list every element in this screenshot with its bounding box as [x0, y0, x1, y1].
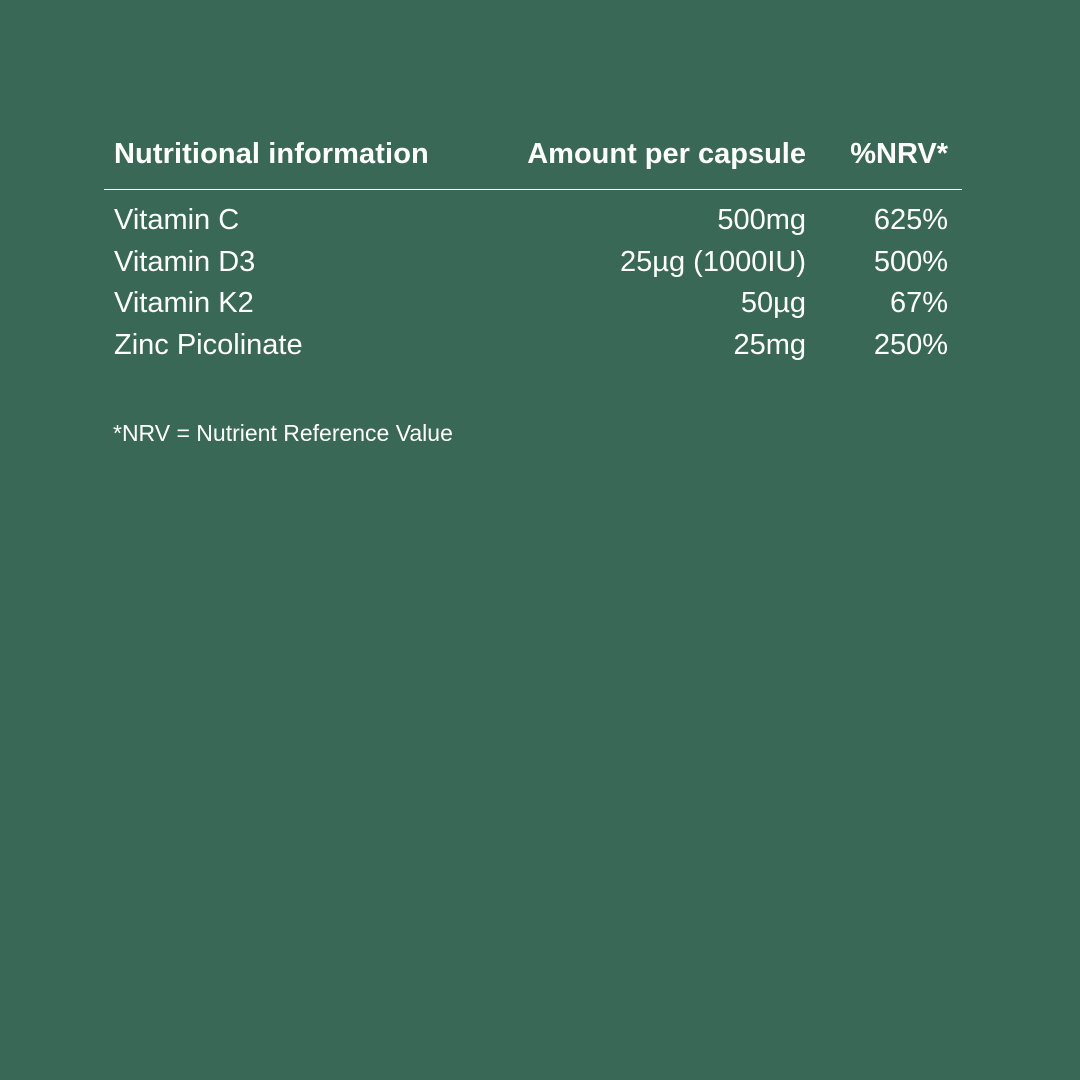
- nutrient-amount: 25mg: [733, 328, 806, 361]
- nutrient-amount: 50µg: [740, 287, 806, 319]
- table-row: [104, 329, 962, 371]
- nutrient-amount: 500mg: [717, 204, 806, 236]
- nutrient-name: Vitamin C: [114, 204, 240, 236]
- nutrient-name: Zinc Picolinate: [114, 328, 303, 361]
- nutrition-table: [104, 138, 962, 370]
- nutrient-name: Vitamin D3: [114, 245, 256, 278]
- table-header: [104, 138, 962, 190]
- nutrient-nrv: 250%: [873, 328, 948, 361]
- nutrient-nrv: 500%: [873, 245, 948, 278]
- header-nrv: %NRV*: [850, 138, 948, 170]
- nutrient-amount: 25µg (1000IU): [620, 245, 806, 278]
- table-row: [104, 287, 962, 329]
- table-body: [104, 204, 962, 370]
- nrv-footnote: *NRV = Nutrient Reference Value: [113, 420, 453, 446]
- table-row: [104, 204, 962, 246]
- table-row: [104, 246, 962, 288]
- nutrient-name: Vitamin K2: [114, 287, 254, 319]
- nutrient-nrv: 625%: [873, 204, 948, 236]
- header-nutritional-information: Nutritional information: [114, 138, 429, 170]
- header-amount-per-capsule: Amount per capsule: [527, 138, 806, 170]
- nutrient-nrv: 67%: [889, 287, 948, 319]
